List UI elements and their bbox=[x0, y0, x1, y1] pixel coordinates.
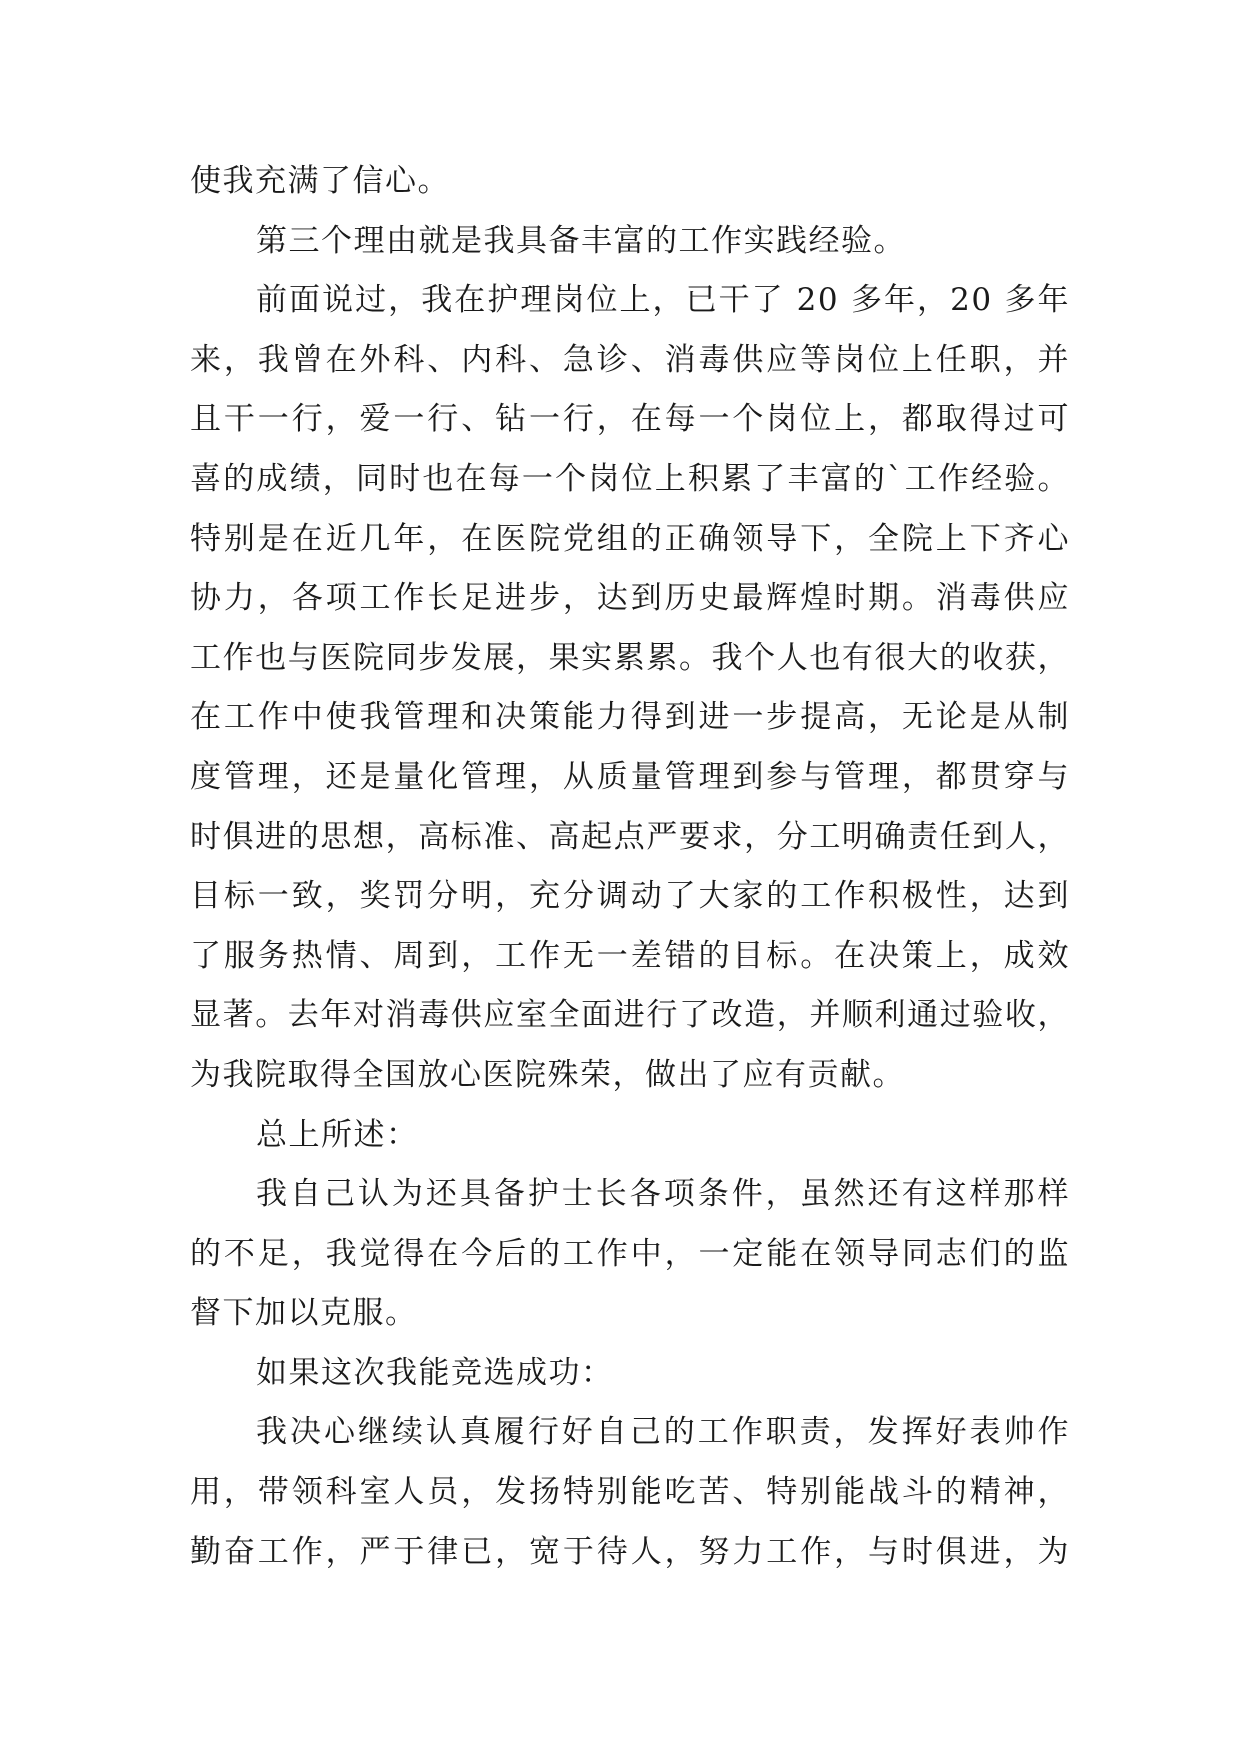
text-line: 在工作中使我管理和决策能力得到进一步提高，无论是从制 bbox=[190, 699, 1070, 736]
text-line: 前面说过，我在护理岗位上，已干了 20 多年，20 多年 bbox=[256, 282, 1070, 319]
text-line: 目标一致，奖罚分明，充分调动了大家的工作积极性，达到 bbox=[190, 878, 1070, 915]
text-line: 度管理，还是量化管理，从质量管理到参与管理，都贯穿与 bbox=[190, 758, 1070, 795]
text-line: 为我院取得全国放心医院殊荣，做出了应有贡献。 bbox=[190, 1056, 905, 1093]
text-line: 第三个理由就是我具备丰富的工作实践经验。 bbox=[256, 222, 906, 259]
text-line: 如果这次我能竞选成功： bbox=[256, 1354, 614, 1391]
text-line: 了服务热情、周到，工作无一差错的目标。在决策上，成效 bbox=[190, 937, 1070, 974]
text-line: 特别是在近几年，在医院党组的正确领导下，全院上下齐心 bbox=[190, 520, 1070, 557]
text-line: 工作也与医院同步发展，果实累累。我个人也有很大的收获， bbox=[190, 639, 1070, 676]
text-line: 我决心继续认真履行好自己的工作职责，发挥好表帅作 bbox=[256, 1414, 1070, 1451]
text-line: 显著。去年对消毒供应室全面进行了改造，并顺利通过验收， bbox=[190, 997, 1070, 1034]
text-line: 喜的成绩，同时也在每一个岗位上积累了丰富的`工作经验。 bbox=[190, 460, 1070, 497]
text-line: 勤奋工作，严于律已，宽于待人，努力工作，与时俱进，为 bbox=[190, 1533, 1070, 1570]
text-line: 时俱进的思想，高标准、高起点严要求，分工明确责任到人， bbox=[190, 818, 1070, 855]
text-line: 且干一行，爱一行、钻一行，在每一个岗位上，都取得过可 bbox=[190, 401, 1070, 438]
text-line: 用，带领科室人员，发扬特别能吃苦、特别能战斗的精神， bbox=[190, 1474, 1070, 1511]
text-line: 总上所述： bbox=[256, 1116, 419, 1153]
text-line: 督下加以克服。 bbox=[190, 1295, 418, 1332]
text-line: 使我充满了信心。 bbox=[190, 163, 450, 199]
text-line: 我自己认为还具备护士长各项条件，虽然还有这样那样 bbox=[256, 1176, 1070, 1213]
document-body bbox=[190, 152, 1070, 1582]
text-line: 的不足，我觉得在今后的工作中，一定能在领导同志们的监 bbox=[190, 1235, 1070, 1272]
text-line: 来，我曾在外科、内科、急诊、消毒供应等岗位上任职，并 bbox=[190, 341, 1070, 378]
text-line: 协力，各项工作长足进步，达到历史最辉煌时期。消毒供应 bbox=[190, 580, 1070, 617]
